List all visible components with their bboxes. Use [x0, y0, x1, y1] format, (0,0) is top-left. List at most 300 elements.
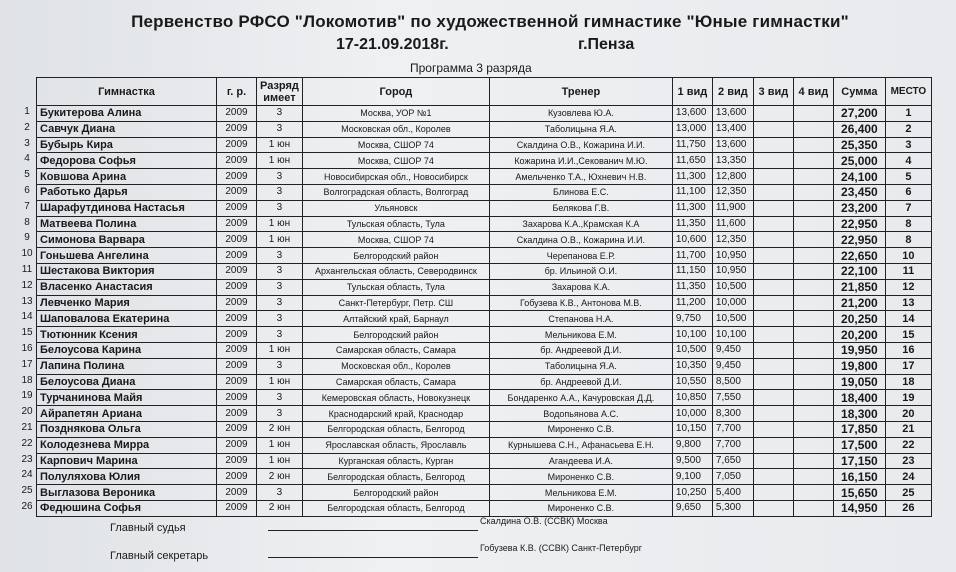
score-3-cell: [753, 169, 793, 185]
score-4-cell: [793, 106, 833, 122]
table-row: [37, 153, 932, 169]
table-row: [37, 106, 932, 122]
birth-year-cell: 2009: [217, 263, 257, 279]
total-score-cell: 16,150: [833, 469, 885, 485]
chief-secretary-name: Гобузева К.В. (ССВК) Санкт-Петербург: [480, 543, 643, 553]
coach-cell: Черепанова Е.Р.: [489, 248, 672, 264]
city-cell: Ярославская область, Ярославль: [302, 437, 489, 453]
score-1-cell: 10,100: [672, 327, 712, 343]
gymnast-name-cell: Савчук Диана: [37, 121, 217, 137]
rank-cell: 1 юн: [257, 453, 303, 469]
col-header: Сумма: [833, 78, 885, 106]
score-4-cell: [793, 453, 833, 469]
coach-cell: Степанова Н.А.: [489, 311, 672, 327]
gymnast-name-cell: Шестакова Виктория: [37, 263, 217, 279]
total-score-cell: 19,950: [833, 342, 885, 358]
table-row: [37, 248, 932, 264]
score-3-cell: [753, 137, 793, 153]
score-3-cell: [753, 295, 793, 311]
city-cell: Алтайский край, Барнаул: [302, 311, 489, 327]
row-number: 21: [21, 422, 33, 433]
score-1-cell: 11,350: [672, 279, 712, 295]
row-number: 16: [21, 343, 33, 354]
city-cell: Архангельская область, Северодвинск: [302, 263, 489, 279]
row-number: 2: [24, 121, 30, 133]
place-cell: 8: [885, 216, 931, 232]
gymnast-name-cell: Левченко Мария: [37, 295, 217, 311]
score-2-cell: 10,000: [712, 295, 753, 311]
score-2-cell: 10,500: [712, 279, 753, 295]
total-score-cell: 17,850: [833, 421, 885, 437]
coach-cell: Мироненко С.В.: [489, 469, 672, 485]
score-1-cell: 11,750: [672, 137, 712, 153]
row-number: 23: [21, 453, 33, 465]
gymnast-name-cell: Гоньшева Ангелина: [37, 248, 217, 264]
place-cell: 15: [885, 327, 931, 343]
place-cell: 5: [885, 169, 931, 185]
gymnast-name-cell: Шаповалова Екатерина: [37, 311, 217, 327]
coach-cell: Кожарина И.И.,Секованич М.Ю.: [489, 153, 672, 169]
city-cell: Краснодарский край, Краснодар: [302, 406, 489, 422]
row-number: 13: [21, 295, 33, 307]
place-cell: 20: [885, 406, 931, 422]
score-4-cell: [793, 374, 833, 390]
total-score-cell: 22,100: [833, 263, 885, 279]
score-4-cell: [793, 248, 833, 264]
city-cell: Новосибирская обл., Новосибирск: [302, 169, 489, 185]
coach-cell: Мельникова Е.М.: [489, 327, 672, 343]
total-score-cell: 18,300: [833, 406, 885, 422]
total-score-cell: 21,850: [833, 279, 885, 295]
score-3-cell: [753, 153, 793, 169]
rank-cell: 3: [257, 406, 303, 422]
table-row: [37, 374, 932, 390]
birth-year-cell: 2009: [217, 437, 257, 453]
place-cell: 11: [885, 263, 931, 279]
score-3-cell: [753, 485, 793, 501]
score-1-cell: 10,350: [672, 358, 712, 374]
total-score-cell: 24,100: [833, 169, 885, 185]
score-4-cell: [793, 406, 833, 422]
gymnast-name-cell: Лапина Полина: [37, 358, 217, 374]
total-score-cell: 15,650: [833, 485, 885, 501]
score-1-cell: 9,500: [672, 453, 712, 469]
table-row: [37, 263, 932, 279]
gymnast-name-cell: Букитерова Алина: [37, 106, 217, 122]
score-2-cell: 12,350: [712, 232, 753, 248]
score-4-cell: [793, 469, 833, 485]
coach-cell: Амельченко Т.А., Юхневич Н.В.: [489, 169, 672, 185]
score-2-cell: 12,800: [712, 169, 753, 185]
score-4-cell: [793, 200, 833, 216]
city-cell: Московская обл., Королев: [302, 358, 489, 374]
score-2-cell: 13,600: [712, 137, 753, 153]
row-number: 3: [24, 137, 30, 149]
score-4-cell: [793, 390, 833, 406]
table-row: [37, 500, 932, 516]
row-number: 8: [24, 216, 30, 228]
score-2-cell: 13,350: [712, 153, 753, 169]
place-cell: 4: [885, 153, 931, 169]
birth-year-cell: 2009: [217, 358, 257, 374]
row-number: 6: [24, 185, 30, 196]
score-1-cell: 11,200: [672, 295, 712, 311]
row-number: 1: [24, 106, 30, 117]
score-4-cell: [793, 137, 833, 153]
score-4-cell: [793, 279, 833, 295]
table-header-row: [37, 78, 932, 106]
birth-year-cell: 2009: [217, 153, 257, 169]
score-2-cell: 13,600: [712, 106, 753, 122]
place-cell: 12: [885, 279, 931, 295]
score-4-cell: [793, 232, 833, 248]
rank-cell: 1 юн: [257, 137, 303, 153]
score-1-cell: 10,850: [672, 390, 712, 406]
score-1-cell: 10,250: [672, 485, 712, 501]
rank-cell: 2 юн: [257, 469, 303, 485]
score-2-cell: 12,350: [712, 184, 753, 200]
col-header: МЕСТО: [885, 78, 931, 106]
results-body: [37, 106, 932, 517]
rank-cell: 3: [257, 169, 303, 185]
rank-cell: 3: [257, 390, 303, 406]
score-4-cell: [793, 216, 833, 232]
place-cell: 23: [885, 453, 931, 469]
city-cell: Белгородская область, Белгород: [302, 469, 489, 485]
chief-secretary-label: Главный секретарь: [110, 550, 209, 562]
city-cell: Кемеровская область, Новокузнецк: [302, 390, 489, 406]
table-row: [37, 327, 932, 343]
birth-year-cell: 2009: [217, 342, 257, 358]
place-cell: 24: [885, 469, 931, 485]
rank-cell: 3: [257, 263, 303, 279]
score-1-cell: 11,300: [672, 200, 712, 216]
coach-cell: Таболицына Я.А.: [489, 121, 672, 137]
city-cell: Белгородский район: [302, 485, 489, 501]
coach-cell: Таболицына Я.А.: [489, 358, 672, 374]
chief-secretary-signature-line: [268, 557, 478, 558]
rank-cell: 3: [257, 485, 303, 501]
birth-year-cell: 2009: [217, 184, 257, 200]
score-4-cell: [793, 184, 833, 200]
score-1-cell: 10,000: [672, 406, 712, 422]
total-score-cell: 22,950: [833, 216, 885, 232]
place-cell: 26: [885, 500, 931, 516]
place-cell: 19: [885, 390, 931, 406]
score-1-cell: 10,500: [672, 342, 712, 358]
gymnast-name-cell: Белоусова Диана: [37, 374, 217, 390]
rank-cell: 3: [257, 358, 303, 374]
total-score-cell: 20,200: [833, 327, 885, 343]
score-4-cell: [793, 500, 833, 516]
table-row: [37, 311, 932, 327]
score-1-cell: 11,700: [672, 248, 712, 264]
score-2-cell: 7,700: [712, 421, 753, 437]
col-header: г. р.: [217, 78, 257, 106]
score-3-cell: [753, 121, 793, 137]
table-row: [37, 216, 932, 232]
score-2-cell: 9,450: [712, 358, 753, 374]
score-3-cell: [753, 232, 793, 248]
rank-cell: 2 юн: [257, 500, 303, 516]
table-row: [37, 342, 932, 358]
city-cell: Белгородский район: [302, 327, 489, 343]
col-header: 2 вид: [712, 78, 753, 106]
rank-cell: 1 юн: [257, 374, 303, 390]
row-number: 22: [21, 437, 33, 449]
competition-city: г.Пенза: [578, 36, 635, 53]
coach-cell: Гобузева К.В., Антонова М.В.: [489, 295, 672, 311]
score-1-cell: 10,550: [672, 374, 712, 390]
place-cell: 8: [885, 232, 931, 248]
table-row: [37, 485, 932, 501]
city-cell: Белгородская область, Белгород: [302, 500, 489, 516]
score-1-cell: 11,100: [672, 184, 712, 200]
city-cell: Волгоградская область, Волгоград: [302, 184, 489, 200]
score-3-cell: [753, 342, 793, 358]
coach-cell: Мельникова Е.М.: [489, 485, 672, 501]
total-score-cell: 25,350: [833, 137, 885, 153]
row-number: 24: [21, 469, 33, 481]
table-row: [37, 437, 932, 453]
row-number: 17: [21, 358, 33, 370]
row-number: 4: [24, 153, 30, 165]
table-row: [37, 121, 932, 137]
col-header: Гимнастка: [37, 78, 217, 106]
rank-cell: 3: [257, 184, 303, 200]
place-cell: 16: [885, 342, 931, 358]
total-score-cell: 23,200: [833, 200, 885, 216]
gymnast-name-cell: Позднякова Ольга: [37, 421, 217, 437]
score-2-cell: 7,050: [712, 469, 753, 485]
score-2-cell: 10,500: [712, 311, 753, 327]
gymnast-name-cell: Выглазова Вероника: [37, 485, 217, 501]
birth-year-cell: 2009: [217, 248, 257, 264]
total-score-cell: 22,950: [833, 232, 885, 248]
score-1-cell: 9,750: [672, 311, 712, 327]
birth-year-cell: 2009: [217, 485, 257, 501]
score-2-cell: 11,600: [712, 216, 753, 232]
score-2-cell: 7,650: [712, 453, 753, 469]
competition-dates: 17-21.09.2018г.: [336, 36, 449, 53]
score-1-cell: 11,350: [672, 216, 712, 232]
score-3-cell: [753, 311, 793, 327]
table-row: [37, 169, 932, 185]
table-row: [37, 184, 932, 200]
city-cell: Самарская область, Самара: [302, 342, 489, 358]
table-row: [37, 232, 932, 248]
city-cell: Московская обл., Королев: [302, 121, 489, 137]
coach-cell: Белякова Г.В.: [489, 200, 672, 216]
gymnast-name-cell: Карпович Марина: [37, 453, 217, 469]
table-row: [37, 453, 932, 469]
score-3-cell: [753, 406, 793, 422]
birth-year-cell: 2009: [217, 169, 257, 185]
city-cell: Белгородский район: [302, 248, 489, 264]
city-cell: Ульяновск: [302, 200, 489, 216]
rank-cell: 3: [257, 248, 303, 264]
city-cell: Москва, СШОР 74: [302, 137, 489, 153]
total-score-cell: 23,450: [833, 184, 885, 200]
gymnast-name-cell: Федюшина Софья: [37, 500, 217, 516]
score-3-cell: [753, 390, 793, 406]
col-header: Город: [302, 78, 489, 106]
coach-cell: Блинова Е.С.: [489, 184, 672, 200]
rank-cell: 1 юн: [257, 232, 303, 248]
rank-cell: 1 юн: [257, 342, 303, 358]
col-header: Разряд имеет: [257, 78, 303, 106]
gymnast-name-cell: Шарафутдинова Настасья: [37, 200, 217, 216]
rank-cell: 2 юн: [257, 421, 303, 437]
rank-cell: 3: [257, 279, 303, 295]
row-number: 12: [21, 279, 33, 291]
score-3-cell: [753, 421, 793, 437]
score-2-cell: 9,450: [712, 342, 753, 358]
birth-year-cell: 2009: [217, 121, 257, 137]
score-4-cell: [793, 295, 833, 311]
birth-year-cell: 2009: [217, 279, 257, 295]
score-2-cell: 11,900: [712, 200, 753, 216]
col-header: 3 вид: [753, 78, 793, 106]
row-number: 7: [24, 200, 30, 212]
birth-year-cell: 2009: [217, 311, 257, 327]
table-row: [37, 421, 932, 437]
row-number: 15: [21, 327, 33, 339]
row-number: 11: [21, 264, 33, 275]
gymnast-name-cell: Работько Дарья: [37, 184, 217, 200]
place-cell: 1: [885, 106, 931, 122]
city-cell: Курганская область, Курган: [302, 453, 489, 469]
coach-cell: Курнышева С.Н., Афанасьева Е.Н.: [489, 437, 672, 453]
gymnast-name-cell: Колодезнева Мирра: [37, 437, 217, 453]
score-1-cell: 9,800: [672, 437, 712, 453]
row-number: 9: [24, 232, 30, 244]
score-1-cell: 9,650: [672, 500, 712, 516]
birth-year-cell: 2009: [217, 327, 257, 343]
gymnast-name-cell: Симонова Варвара: [37, 232, 217, 248]
chief-judge-name: Скалдина О.В. (ССВК) Москва: [480, 516, 608, 526]
coach-cell: Скалдина О.В., Кожарина И.И.: [489, 137, 672, 153]
chief-judge-label: Главный судья: [110, 522, 186, 534]
coach-cell: Агандеева И.А.: [489, 453, 672, 469]
total-score-cell: 17,150: [833, 453, 885, 469]
city-cell: Москва, СШОР 74: [302, 153, 489, 169]
total-score-cell: 18,400: [833, 390, 885, 406]
coach-cell: бр. Ильиной О.И.: [489, 263, 672, 279]
total-score-cell: 19,050: [833, 374, 885, 390]
gymnast-name-cell: Матвеева Полина: [37, 216, 217, 232]
total-score-cell: 20,250: [833, 311, 885, 327]
gymnast-name-cell: Власенко Анастасия: [37, 279, 217, 295]
row-number: 26: [21, 501, 33, 512]
score-2-cell: 13,400: [712, 121, 753, 137]
score-4-cell: [793, 342, 833, 358]
rank-cell: 3: [257, 295, 303, 311]
total-score-cell: 25,000: [833, 153, 885, 169]
place-cell: 18: [885, 374, 931, 390]
score-1-cell: 9,100: [672, 469, 712, 485]
place-cell: 22: [885, 437, 931, 453]
city-cell: Москва, СШОР 74: [302, 232, 489, 248]
score-3-cell: [753, 327, 793, 343]
birth-year-cell: 2009: [217, 374, 257, 390]
birth-year-cell: 2009: [217, 200, 257, 216]
score-4-cell: [793, 327, 833, 343]
birth-year-cell: 2009: [217, 469, 257, 485]
score-3-cell: [753, 200, 793, 216]
row-number: 10: [21, 248, 33, 260]
score-3-cell: [753, 374, 793, 390]
coach-cell: Мироненко С.В.: [489, 421, 672, 437]
total-score-cell: 22,650: [833, 248, 885, 264]
coach-cell: Бондаренко А.А., Качуровская Д.Д.: [489, 390, 672, 406]
score-1-cell: 11,150: [672, 263, 712, 279]
place-cell: 14: [885, 311, 931, 327]
gymnast-name-cell: Ковшова Арина: [37, 169, 217, 185]
place-cell: 21: [885, 421, 931, 437]
score-4-cell: [793, 169, 833, 185]
place-cell: 2: [885, 121, 931, 137]
table-row: [37, 390, 932, 406]
gymnast-name-cell: Полуляхова Юлия: [37, 469, 217, 485]
score-4-cell: [793, 311, 833, 327]
city-cell: Тульская область, Тула: [302, 216, 489, 232]
col-header: Тренер: [489, 78, 672, 106]
place-cell: 7: [885, 200, 931, 216]
score-2-cell: 8,300: [712, 406, 753, 422]
city-cell: Москва, УОР №1: [302, 106, 489, 122]
coach-cell: Водопьянова А.С.: [489, 406, 672, 422]
row-number: 18: [21, 374, 33, 386]
rank-cell: 3: [257, 311, 303, 327]
place-cell: 25: [885, 485, 931, 501]
coach-cell: Захарова К.А.,Крамская К.А: [489, 216, 672, 232]
score-2-cell: 5,300: [712, 500, 753, 516]
col-header: 1 вид: [672, 78, 712, 106]
total-score-cell: 27,200: [833, 106, 885, 122]
score-2-cell: 10,950: [712, 248, 753, 264]
total-score-cell: 26,400: [833, 121, 885, 137]
rank-cell: 3: [257, 200, 303, 216]
score-4-cell: [793, 153, 833, 169]
score-3-cell: [753, 453, 793, 469]
score-3-cell: [753, 500, 793, 516]
results-table: [36, 77, 932, 517]
row-number: 14: [21, 311, 33, 323]
rank-cell: 1 юн: [257, 437, 303, 453]
score-3-cell: [753, 279, 793, 295]
score-3-cell: [753, 216, 793, 232]
score-2-cell: 10,950: [712, 263, 753, 279]
birth-year-cell: 2009: [217, 106, 257, 122]
place-cell: 3: [885, 137, 931, 153]
table-row: [37, 406, 932, 422]
place-cell: 10: [885, 248, 931, 264]
coach-cell: Мироненко С.В.: [489, 500, 672, 516]
city-cell: Белгородская область, Белгород: [302, 421, 489, 437]
total-score-cell: 21,200: [833, 295, 885, 311]
score-1-cell: 11,650: [672, 153, 712, 169]
gymnast-name-cell: Турчанинова Майя: [37, 390, 217, 406]
rank-cell: 3: [257, 121, 303, 137]
city-cell: Санкт-Петербург, Петр. СШ: [302, 295, 489, 311]
score-4-cell: [793, 358, 833, 374]
birth-year-cell: 2009: [217, 390, 257, 406]
birth-year-cell: 2009: [217, 216, 257, 232]
row-number: 20: [21, 406, 33, 418]
gymnast-name-cell: Тютюнник Ксения: [37, 327, 217, 343]
city-cell: Самарская область, Самара: [302, 374, 489, 390]
